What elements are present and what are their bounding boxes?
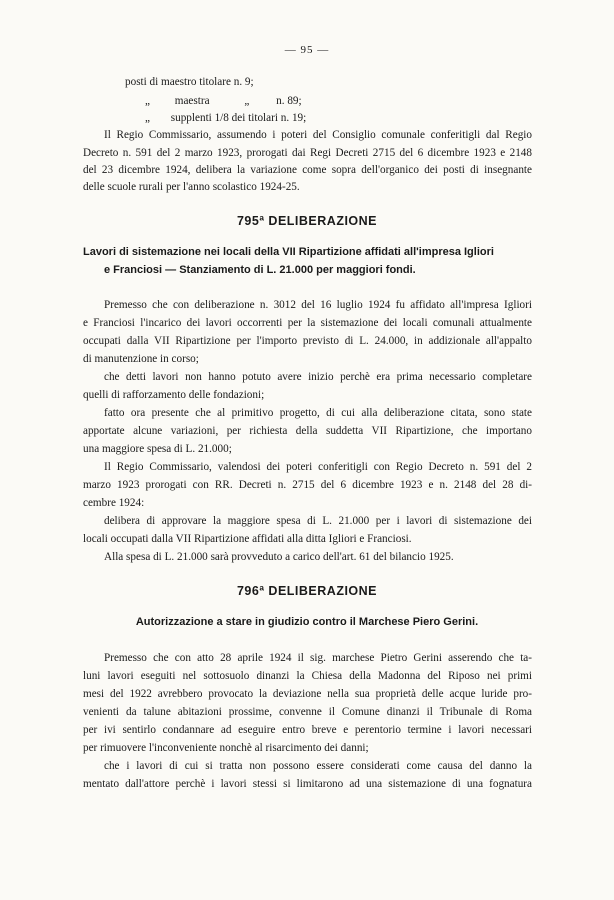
deliberation-subject: Lavori di sistemazione nei locali della VII Ripartizione affidati all'impresa Igliori	[83, 246, 494, 258]
paragraph-line: che detti lavori non hanno potuto avere inizio perchè era prima necessario completare	[104, 371, 532, 383]
paragraph-line: una maggiore spesa di L. 21.000;	[83, 443, 232, 455]
paragraph-line: per ivi sentirlo condannare ad eseguire entro breve e perentorio termine i lavori necessari	[83, 724, 532, 736]
deliberation-heading: 795ª DELIBERAZIONE	[236, 214, 378, 228]
paragraph-line: delibera di approvare la maggiore spesa di L. 21.000 per i lavori di sistemazione dei	[104, 515, 532, 527]
paragraph-line: apportate alcune variazioni, per richiesta della suddetta VII Ripartizione, che importano	[83, 425, 532, 437]
paragraph-line: Premesso che con atto 28 aprile 1924 il sig. marchese Pietro Gerini asserendo che ta-	[104, 652, 532, 664]
paragraph-line: del 23 dicembre 1924, delibera la variazione come sopra dell'organico dei posti di insegnante	[83, 164, 532, 176]
list-item	[145, 94, 302, 108]
paragraph-line: Premesso che con deliberazione n. 3012 del 16 luglio 1924 fu affidato all'impresa Igliori	[104, 299, 532, 311]
paragraph-line: occupati dalla VII Ripartizione per l'importo previsto di L. 24.000, in addizionale all'appalto	[83, 335, 532, 347]
paragraph-line: Decreto n. 591 del 2 marzo 1923, prorogati dai Regi Decreti 2715 del 6 dicembre 1923 e 2148	[83, 147, 532, 159]
paragraph-line: Alla spesa di L. 21.000 sarà provveduto a carico dell'art. 61 del bilancio 1925.	[104, 551, 454, 563]
paragraph-line: mesi del 1922 avrebbero provocato la deviazione nella sua proprietà delle acque luride pro-	[83, 688, 532, 700]
paragraph-line: venienti da talune abitazioni prossime, convenne il Comune dinanzi il Tribunale di Roma	[83, 706, 532, 718]
paragraph-line: locali occupati dalla VII Ripartizione affidati alla ditta Igliori e Franciosi.	[83, 533, 412, 545]
paragraph-line: di manutenzione in corso;	[83, 353, 199, 365]
paragraph-line: fatto ora presente che al primitivo progetto, di cui alla deliberazione citata, sono state	[104, 407, 532, 419]
page-number: — 95 —	[284, 44, 330, 56]
paragraph-line: mentato dall'attore perchè i lavori stessi si limitarono ad una sistemazione di una fognatura	[83, 778, 532, 790]
paragraph-line: cembre 1924:	[83, 497, 145, 509]
paragraph-line: e Franciosi l'incarico dei lavori occorrenti per la sistemazione dei locali comunali attualmente	[83, 317, 532, 329]
deliberation-subject: Autorizzazione a stare in giudizio contro il Marchese Piero Gerini.	[135, 616, 479, 628]
ditto-word: maestra	[174, 95, 210, 107]
ditto-mark: „	[145, 95, 150, 107]
ditto-mark: „	[244, 95, 250, 107]
paragraph-line: luni lavori eseguiti nel sottosuolo dinanzi la Chiesa della Madonna del Riposo nei primi	[83, 670, 532, 682]
deliberation-subject: e Franciosi — Stanziamento di L. 21.000 per maggiori fondi.	[104, 264, 416, 276]
list-item: posti di maestro titolare n. 9;	[125, 76, 254, 88]
paragraph-line: per rimuovere l'inconveniente nonchè al risarcimento dei danni;	[83, 742, 369, 754]
list-item	[145, 111, 306, 125]
paragraph-line: Il Regio Commissario, assumendo i poteri del Consiglio comunale conferitigli dal Regio	[104, 129, 532, 141]
ditto-number: n. 89;	[276, 95, 302, 107]
paragraph-line: Il Regio Commissario, valendosi dei poteri conferitigli con Regio Decreto n. 591 del 2	[104, 461, 532, 473]
paragraph-line: che i lavori di cui si tratta non possono essere considerati come causa del danno la	[104, 760, 532, 772]
list-item-text: supplenti 1/8 dei titolari n. 19;	[170, 112, 307, 124]
paragraph-line: quelli di rafforzamento delle fondazioni;	[83, 389, 265, 401]
ditto-mark: „	[145, 112, 150, 124]
paragraph-line: delle scuole rurali per l'anno scolastico 1924-25.	[83, 181, 300, 193]
paragraph-line: marzo 1923 prorogati con RR. Decreti n. 2715 del 6 dicembre 1923 e n. 2148 del 28 di-	[83, 479, 532, 491]
deliberation-heading: 796ª DELIBERAZIONE	[236, 584, 378, 598]
